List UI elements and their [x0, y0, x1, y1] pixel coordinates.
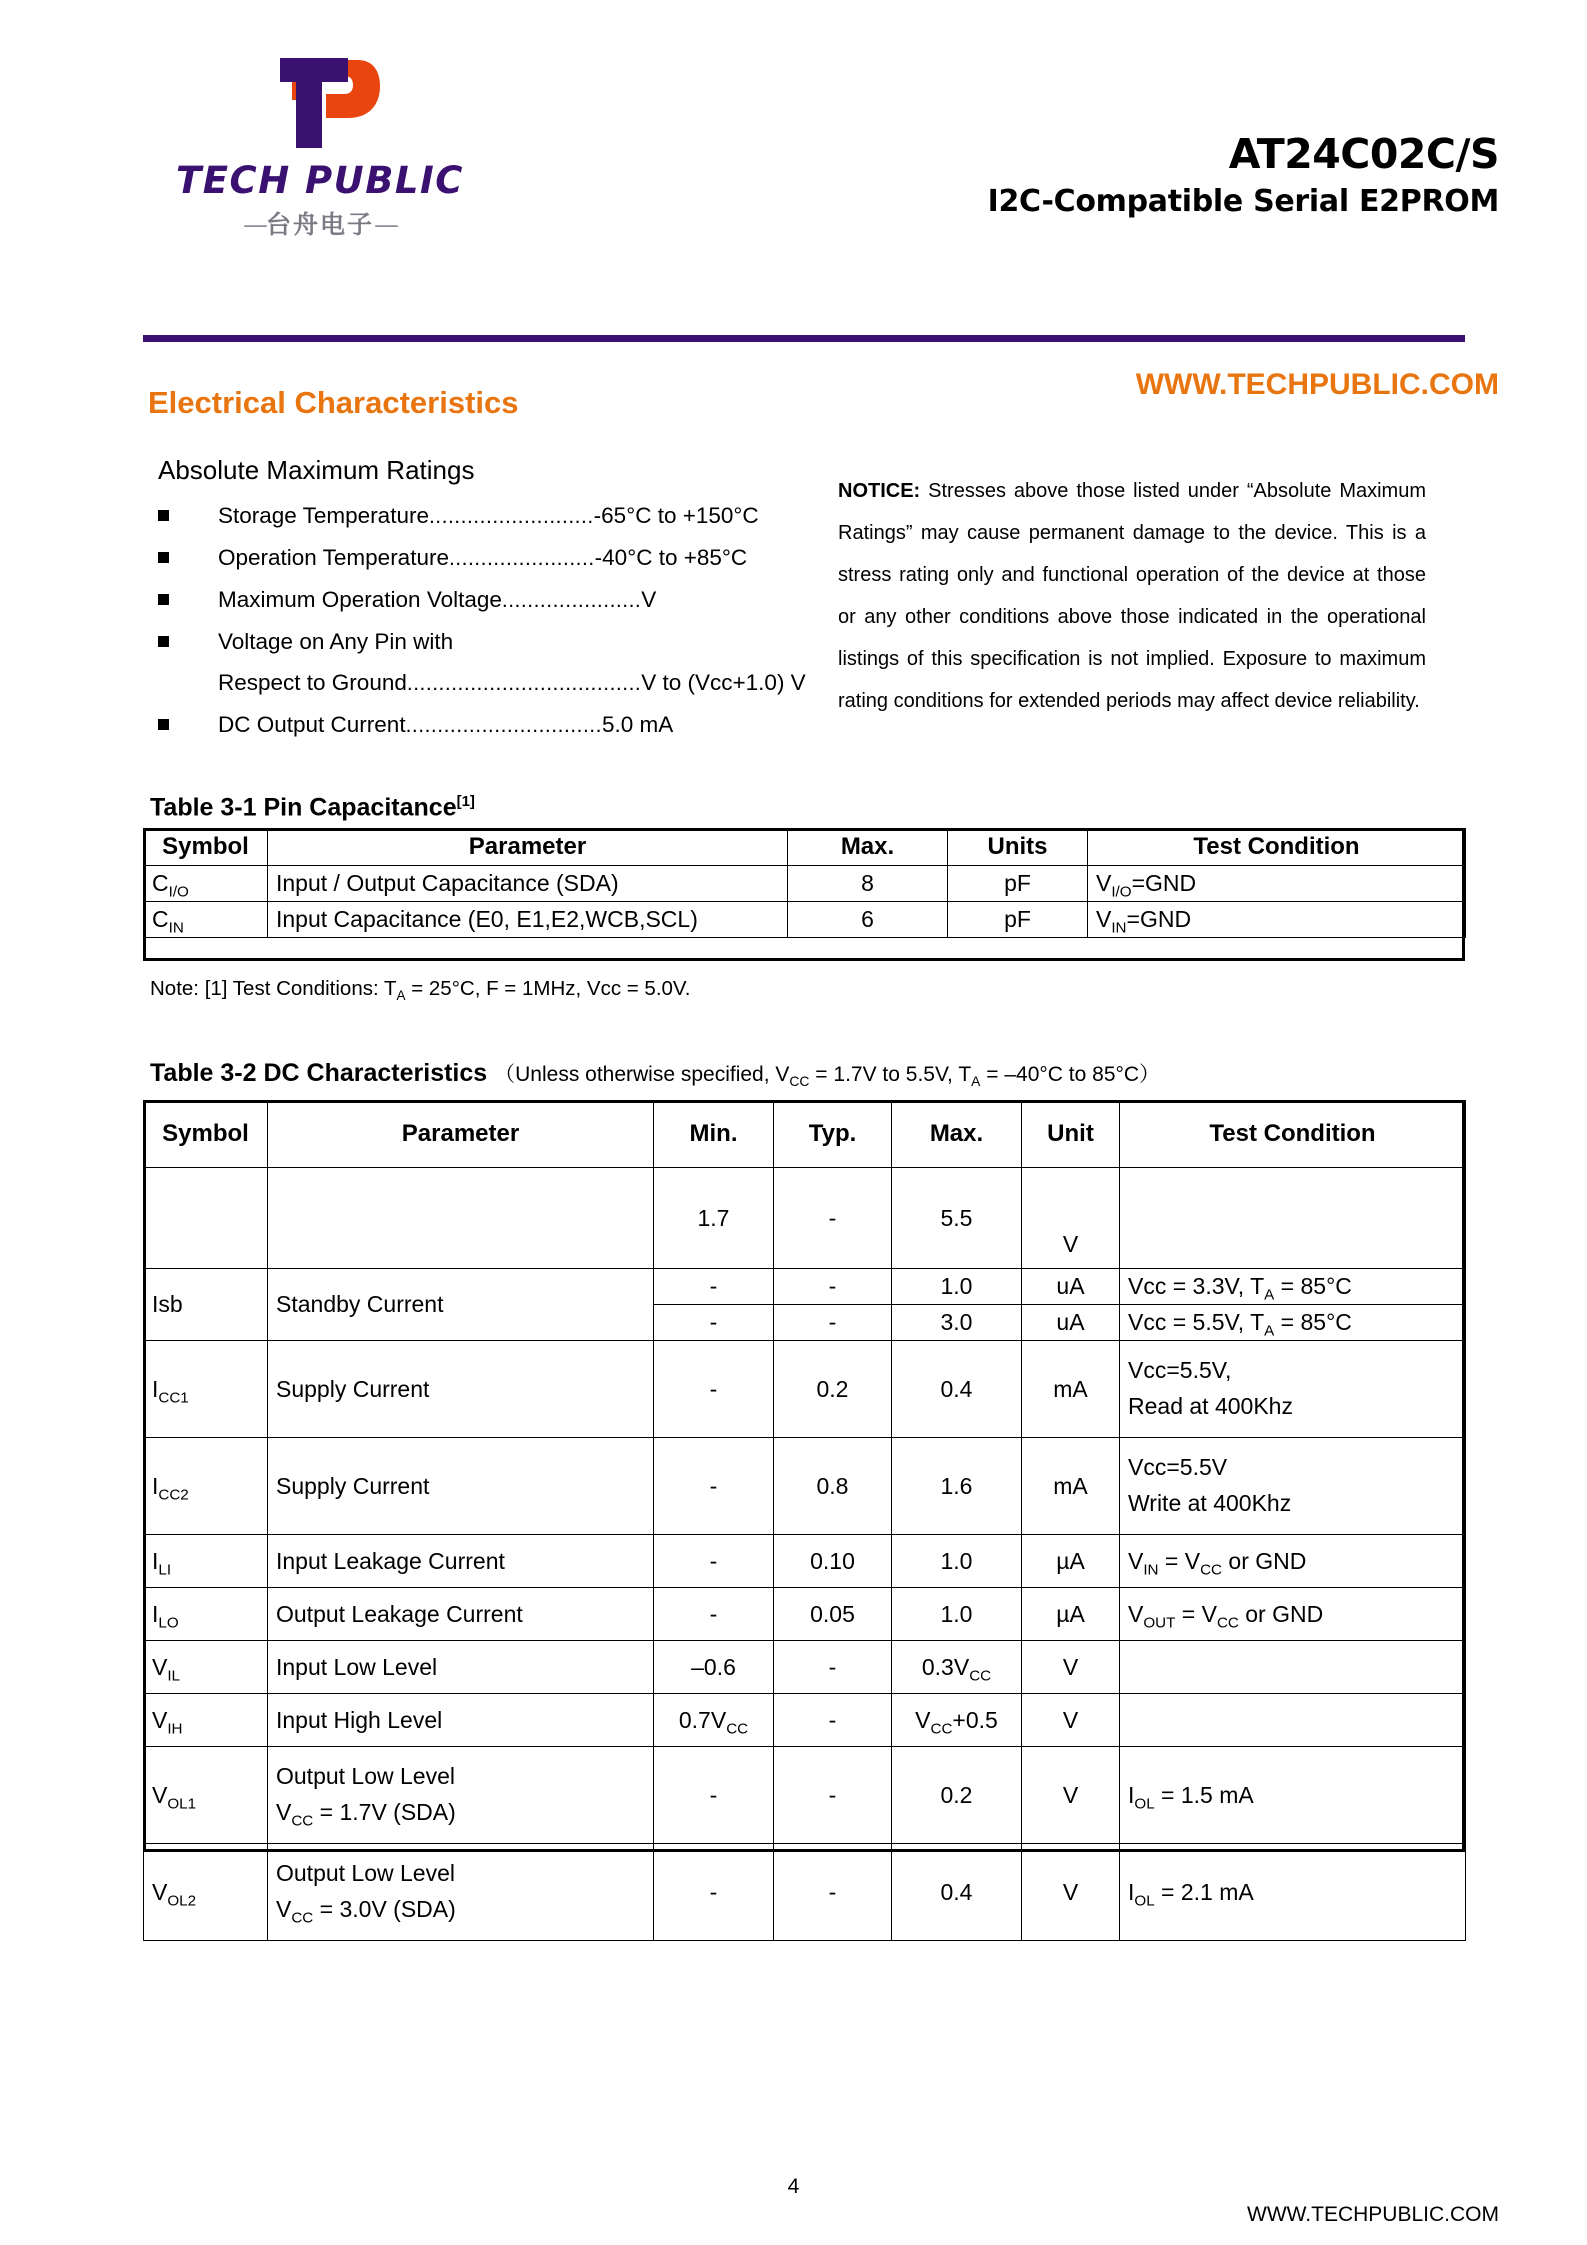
rating-value: V to (Vcc+1.0) V — [641, 670, 806, 695]
cell-parameter: Standby Current — [268, 1269, 654, 1341]
cell-symbol: $I_{LI}$ — [144, 1535, 268, 1588]
cell-test-condition: Vcc = 3.3V, $T_A = 85^\circ C$ — [1120, 1269, 1466, 1305]
cell-units: pF — [948, 866, 1088, 902]
list-item — [158, 495, 798, 537]
cell-max: 0.2 — [892, 1747, 1022, 1844]
cell-unit: V — [1022, 1747, 1120, 1844]
table-3-1-caption — [150, 793, 475, 822]
logo-wordmark: TECH PUBLIC — [176, 159, 464, 202]
page-header — [0, 0, 1587, 340]
column-header-test-condition: Test Condition — [1120, 1101, 1466, 1168]
page-subtitle: I2C-Compatible Serial E2PROM — [987, 184, 1499, 220]
column-header-max: Max. — [892, 1101, 1022, 1168]
leader-dots: ..................................... — [406, 672, 642, 695]
absolute-maximum-ratings-list — [158, 495, 806, 746]
website-link[interactable]: WWW.TECHPUBLIC.COM — [1135, 368, 1499, 401]
cell-unit: V — [1022, 1641, 1120, 1694]
column-header-symbol: Symbol — [144, 829, 268, 866]
cell-typ: 0.2 — [774, 1341, 892, 1438]
list-item — [158, 704, 798, 746]
rating-value: -65°C to +150°C — [593, 503, 759, 528]
column-header-units: Units — [948, 829, 1088, 866]
square-bullet-icon — [158, 552, 169, 563]
rating-label: Maximum Operation Voltage — [218, 587, 502, 612]
cell-test-condition — [1120, 1641, 1466, 1694]
company-logo — [150, 48, 490, 241]
column-header-max: Max. — [788, 829, 948, 866]
cell-max: 3.0 — [892, 1305, 1022, 1341]
rating-value: V — [641, 587, 657, 612]
column-header-typ: Typ. — [774, 1101, 892, 1168]
header-divider — [143, 335, 1465, 342]
cell-symbol: $C_{I/O}$ — [144, 866, 268, 902]
table-row — [144, 902, 1466, 938]
cell-max: 0.4 — [892, 1844, 1022, 1941]
notice-label: NOTICE: — [838, 480, 921, 502]
table-3-2-caption-text: Table 3-2 DC Characteristics — [150, 1059, 488, 1087]
cell-test-condition: $I_{OL} = 2.1$ mA — [1120, 1844, 1466, 1941]
cell-unit: µA — [1022, 1535, 1120, 1588]
table-row — [144, 1844, 1466, 1941]
cell-min: - — [654, 1269, 774, 1305]
leader-dots: ............................... — [405, 714, 602, 737]
cell-symbol: $V_{OL2}$ — [144, 1844, 268, 1941]
cell-symbol: $I_{LO}$ — [144, 1588, 268, 1641]
cell-typ: - — [774, 1305, 892, 1341]
table-header-row — [144, 1101, 1466, 1168]
section-title: Electrical Characteristics — [148, 385, 519, 420]
cell-max: 1.0 — [892, 1269, 1022, 1305]
cell-max: $0.3V_{CC}$ — [892, 1641, 1022, 1694]
cell-max: 8 — [788, 866, 948, 902]
table-3-1-caption-text: Table 3-1 Pin Capacitance — [150, 793, 457, 822]
cell-min: - — [654, 1588, 774, 1641]
cell-typ: - — [774, 1747, 892, 1844]
cell-typ: - — [774, 1844, 892, 1941]
list-item — [158, 579, 798, 621]
leader-dots: .......................... — [428, 505, 594, 528]
table-header-row — [144, 829, 1466, 866]
rating-label: Voltage on Any Pin with — [218, 629, 454, 654]
pin-capacitance-table — [143, 828, 1466, 938]
cell-typ: 0.10 — [774, 1535, 892, 1588]
cell-unit: V — [1022, 1694, 1120, 1747]
cell-unit: uA — [1022, 1305, 1120, 1341]
cell-test-condition: Vcc=5.5V, Read at 400Khz — [1120, 1341, 1466, 1438]
cell-max: 5.5 — [892, 1168, 1022, 1269]
notice-paragraph — [838, 470, 1426, 722]
column-header-unit: Unit — [1022, 1101, 1120, 1168]
cell-test-condition: $V_{OUT} = V_{CC}$ or GND — [1120, 1588, 1466, 1641]
square-bullet-icon — [158, 594, 169, 605]
list-item — [158, 537, 798, 579]
cell-min: - — [654, 1305, 774, 1341]
cell-test-condition — [1120, 1168, 1466, 1269]
cell-unit: mA — [1022, 1438, 1120, 1535]
cell-unit: uA — [1022, 1269, 1120, 1305]
table-row — [144, 866, 1466, 902]
list-item-continuation — [158, 662, 806, 704]
column-header-test-condition: Test Condition — [1088, 829, 1466, 866]
cell-symbol: $V_{IH}$ — [144, 1694, 268, 1747]
logo-chinese-name: —台舟电子— — [242, 209, 397, 239]
rating-label: Operation Temperature — [218, 545, 449, 570]
table-row — [144, 1641, 1466, 1694]
cell-typ: - — [774, 1269, 892, 1305]
column-header-parameter: Parameter — [268, 1101, 654, 1168]
cell-min: 1.7 — [654, 1168, 774, 1269]
cell-unit: V — [1022, 1168, 1120, 1269]
cell-min: - — [654, 1341, 774, 1438]
cell-max: 1.6 — [892, 1438, 1022, 1535]
cell-unit: V — [1022, 1844, 1120, 1941]
table-row — [144, 1438, 1466, 1535]
page-number: 4 — [787, 2175, 800, 2198]
cell-max: 1.0 — [892, 1535, 1022, 1588]
cell-parameter: Output Low Level $V_{CC} = 1.7V$ (SDA) — [268, 1747, 654, 1844]
cell-unit: mA — [1022, 1341, 1120, 1438]
cell-max: $V_{CC}+0.5$ — [892, 1694, 1022, 1747]
cell-symbol: $V_{OL1}$ — [144, 1747, 268, 1844]
cell-max: 6 — [788, 902, 948, 938]
rating-label: Storage Temperature — [218, 503, 429, 528]
column-header-symbol: Symbol — [144, 1101, 268, 1168]
table-row — [144, 1694, 1466, 1747]
tp-monogram-icon — [240, 48, 400, 156]
leader-dots: ...................... — [501, 589, 642, 612]
rating-label: DC Output Current — [218, 712, 406, 737]
cell-units: pF — [948, 902, 1088, 938]
subsection-title: Absolute Maximum Ratings — [158, 455, 475, 485]
cell-test-condition — [1120, 1694, 1466, 1747]
cell-test-condition: Vcc = 5.5V, $T_A = 85^\circ C$ — [1120, 1305, 1466, 1341]
cell-max: 1.0 — [892, 1588, 1022, 1641]
square-bullet-icon — [158, 636, 169, 647]
cell-min: - — [654, 1535, 774, 1588]
cell-symbol: $V_{IL}$ — [144, 1641, 268, 1694]
footer-url: WWW.TECHPUBLIC.COM — [1247, 2203, 1499, 2226]
cell-min: –0.6 — [654, 1641, 774, 1694]
cell-symbol: Isb — [144, 1269, 268, 1341]
table-row — [144, 1535, 1466, 1588]
leader-dots: ....................... — [448, 547, 595, 570]
cell-parameter: Output Leakage Current — [268, 1588, 654, 1641]
cell-min: - — [654, 1747, 774, 1844]
cell-min: $0.7V_{CC}$ — [654, 1694, 774, 1747]
cell-test-condition: $I_{OL} = 1.5$ mA — [1120, 1747, 1466, 1844]
cell-test-condition: $V_{I/O}=GND$ — [1088, 866, 1466, 902]
cell-parameter: Supply Current — [268, 1341, 654, 1438]
page-title: AT24C02C/S — [1228, 130, 1499, 178]
table-3-1-note: Note: [1] Test Conditions: $T_A = 25^\circ C$, F = 1MHz, Vcc = 5.0V. — [150, 977, 691, 1004]
cell-symbol — [144, 1168, 268, 1269]
table-row — [144, 1269, 1466, 1305]
cell-test-condition: $V_{IN}=GND$ — [1088, 902, 1466, 938]
table-3-2-caption-conditions: （Unless otherwise specified, $V_{CC} = 1.7V$ to 5.5V, $T_A = -40^\circ C$ to 85°C） — [494, 1063, 1161, 1090]
cell-typ: - — [774, 1168, 892, 1269]
document-title-block — [988, 130, 1499, 220]
cell-parameter: Output Low Level $V_{CC} = 3.0V$ (SDA) — [268, 1844, 654, 1941]
cell-parameter: Supply Current — [268, 1438, 654, 1535]
table-3-2-caption — [150, 1058, 1160, 1088]
cell-max: 0.4 — [892, 1341, 1022, 1438]
cell-typ: 0.8 — [774, 1438, 892, 1535]
cell-symbol: $C_{IN}$ — [144, 902, 268, 938]
table-row — [144, 1168, 1466, 1269]
cell-parameter: Input Low Level — [268, 1641, 654, 1694]
rating-label: Respect to Ground — [218, 670, 407, 695]
square-bullet-icon — [158, 510, 169, 521]
table-row — [144, 1747, 1466, 1844]
table-3-1-caption-footnote: [1] — [456, 793, 475, 810]
column-header-min: Min. — [654, 1101, 774, 1168]
notice-body: Stresses above those listed under “Absolute Maximum Ratings” may cause permanent damage to the device. This is a stress rating only and functional operation of the device at those or any other conditions above those indicated in the operational listings of this specification is not implied. Exposure to maximum rating conditions for extended periods may affect device reliability. — [838, 480, 1426, 712]
cell-symbol: $I_{CC2}$ — [144, 1438, 268, 1535]
cell-test-condition: $V_{IN} = V_{CC}$ or GND — [1120, 1535, 1466, 1588]
cell-typ: - — [774, 1694, 892, 1747]
cell-parameter: Input / Output Capacitance (SDA) — [268, 866, 788, 902]
cell-unit: µA — [1022, 1588, 1120, 1641]
cell-symbol: $I_{CC1}$ — [144, 1341, 268, 1438]
cell-parameter: Input Leakage Current — [268, 1535, 654, 1588]
table-row — [144, 1588, 1466, 1641]
column-header-parameter: Parameter — [268, 829, 788, 866]
table-row — [144, 1341, 1466, 1438]
list-item — [158, 621, 798, 662]
cell-typ: 0.05 — [774, 1588, 892, 1641]
square-bullet-icon — [158, 719, 169, 730]
cell-min: - — [654, 1844, 774, 1941]
cell-typ: - — [774, 1641, 892, 1694]
cell-test-condition: Vcc=5.5V Write at 400Khz — [1120, 1438, 1466, 1535]
cell-parameter — [268, 1168, 654, 1269]
cell-parameter: Input High Level — [268, 1694, 654, 1747]
dc-characteristics-table — [143, 1100, 1466, 1941]
cell-min: - — [654, 1438, 774, 1535]
rating-value: -40°C to +85°C — [594, 545, 748, 570]
rating-value: 5.0 mA — [601, 712, 674, 737]
cell-parameter: Input Capacitance (E0, E1,E2,WCB,SCL) — [268, 902, 788, 938]
